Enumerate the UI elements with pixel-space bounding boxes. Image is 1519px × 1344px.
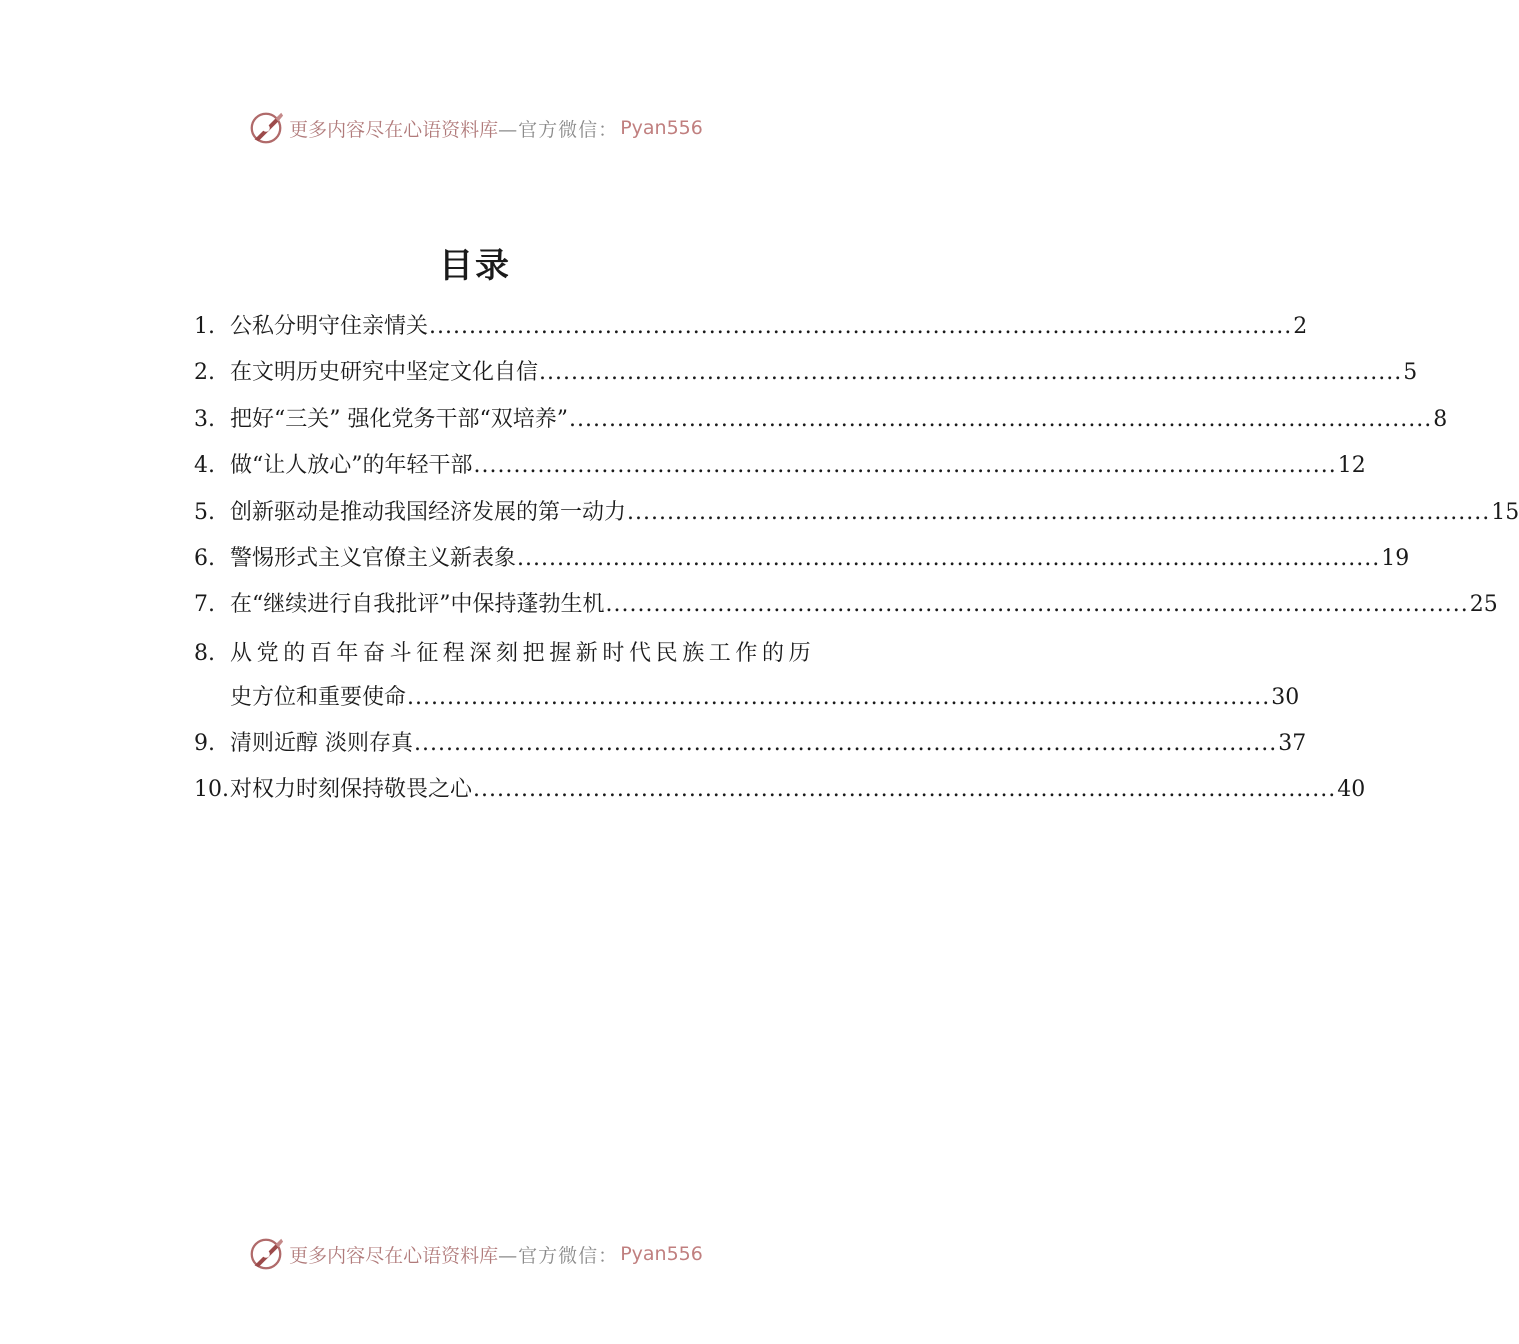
banner-text-wechat: —官方微信：	[498, 118, 619, 141]
toc-item-9[interactable]	[194, 723, 1307, 769]
toc-leader: ............................................................................................................	[473, 777, 1337, 803]
toc-leader: ............................................................................................................	[627, 499, 1491, 525]
toc-title-line1: 从党的百年奋斗征程深刻把握新时代民族工作的历	[230, 640, 816, 666]
toc-number: 3.	[194, 406, 215, 432]
toc-title: 在文明历史研究中坚定文化自信	[230, 360, 539, 386]
toc-page-number: 30	[1271, 684, 1300, 710]
toc-number: 9.	[194, 730, 215, 756]
toc-item-3[interactable]	[194, 399, 1448, 445]
toc-page-number: 8	[1433, 406, 1448, 432]
toc-item-8[interactable]	[194, 631, 1300, 723]
toc-leader: ............................................................................................................	[605, 592, 1469, 618]
footer-banner	[0, 1232, 950, 1276]
toc-item-7[interactable]	[194, 584, 1498, 630]
toc-item-10[interactable]	[194, 769, 1366, 815]
toc-item-1[interactable]	[194, 306, 1308, 352]
toc-title-line2: 史方位和重要使命	[230, 684, 407, 710]
toc-title: 警惕形式主义官僚主义新表象	[230, 545, 517, 571]
toc-page-number: 15	[1491, 499, 1519, 525]
header-banner	[0, 106, 950, 150]
toc-page-number: 5	[1403, 360, 1418, 386]
toc-leader: ............................................................................................................	[473, 453, 1337, 479]
toc-page-number: 2	[1293, 314, 1308, 339]
toc-leader: ............................................................................................................	[568, 406, 1433, 432]
table-of-contents	[194, 306, 1519, 816]
banner-text-library: 更多内容尽在心语资料库	[289, 1244, 499, 1267]
pen-logo-icon	[247, 1235, 285, 1273]
toc-title: 创新驱动是推动我国经济发展的第一动力	[230, 499, 627, 525]
toc-number: 8.	[194, 640, 215, 666]
toc-item-5[interactable]	[194, 492, 1519, 538]
toc-page-number: 40	[1337, 777, 1366, 803]
page-title: 目录	[439, 246, 511, 286]
toc-title: 在“继续进行自我批评”中保持蓬勃生机	[230, 592, 605, 618]
toc-title: 对权力时刻保持敬畏之心	[230, 777, 473, 803]
pen-logo-icon	[247, 109, 285, 147]
toc-title: 把好“三关” 强化党务干部“双培养”	[230, 406, 568, 432]
toc-number: 1.	[194, 314, 215, 339]
toc-leader: ............................................................................................................	[407, 684, 1271, 710]
toc-leader: ............................................................................................................	[517, 545, 1381, 571]
toc-page-number: 37	[1278, 730, 1307, 756]
toc-number: 7.	[194, 592, 215, 618]
toc-number: 5.	[194, 499, 215, 525]
toc-number: 2.	[194, 360, 215, 386]
toc-page-number: 25	[1469, 592, 1498, 618]
toc-page-number: 12	[1337, 453, 1366, 479]
banner-text-id: Pyan556	[620, 1243, 703, 1265]
banner-text-id: Pyan556	[620, 117, 703, 139]
toc-number: 4.	[194, 453, 215, 479]
toc-number: 10.	[194, 777, 229, 803]
banner-text-library: 更多内容尽在心语资料库	[289, 118, 499, 141]
banner-text-wechat: —官方微信：	[498, 1244, 619, 1267]
toc-leader: ............................................................................................................	[414, 730, 1278, 756]
toc-item-2[interactable]	[194, 352, 1418, 398]
toc-item-6[interactable]	[194, 538, 1410, 584]
toc-title: 清则近醇 淡则存真	[230, 730, 413, 756]
toc-title: 公私分明守住亲情关	[230, 314, 429, 339]
toc-title: 做“让人放心”的年轻干部	[230, 453, 473, 479]
toc-page-number: 19	[1381, 545, 1410, 571]
toc-item-4[interactable]	[194, 445, 1366, 491]
toc-leader: ............................................................................................................	[539, 360, 1403, 386]
toc-number: 6.	[194, 545, 215, 571]
toc-leader: ............................................................................................................	[429, 314, 1293, 339]
